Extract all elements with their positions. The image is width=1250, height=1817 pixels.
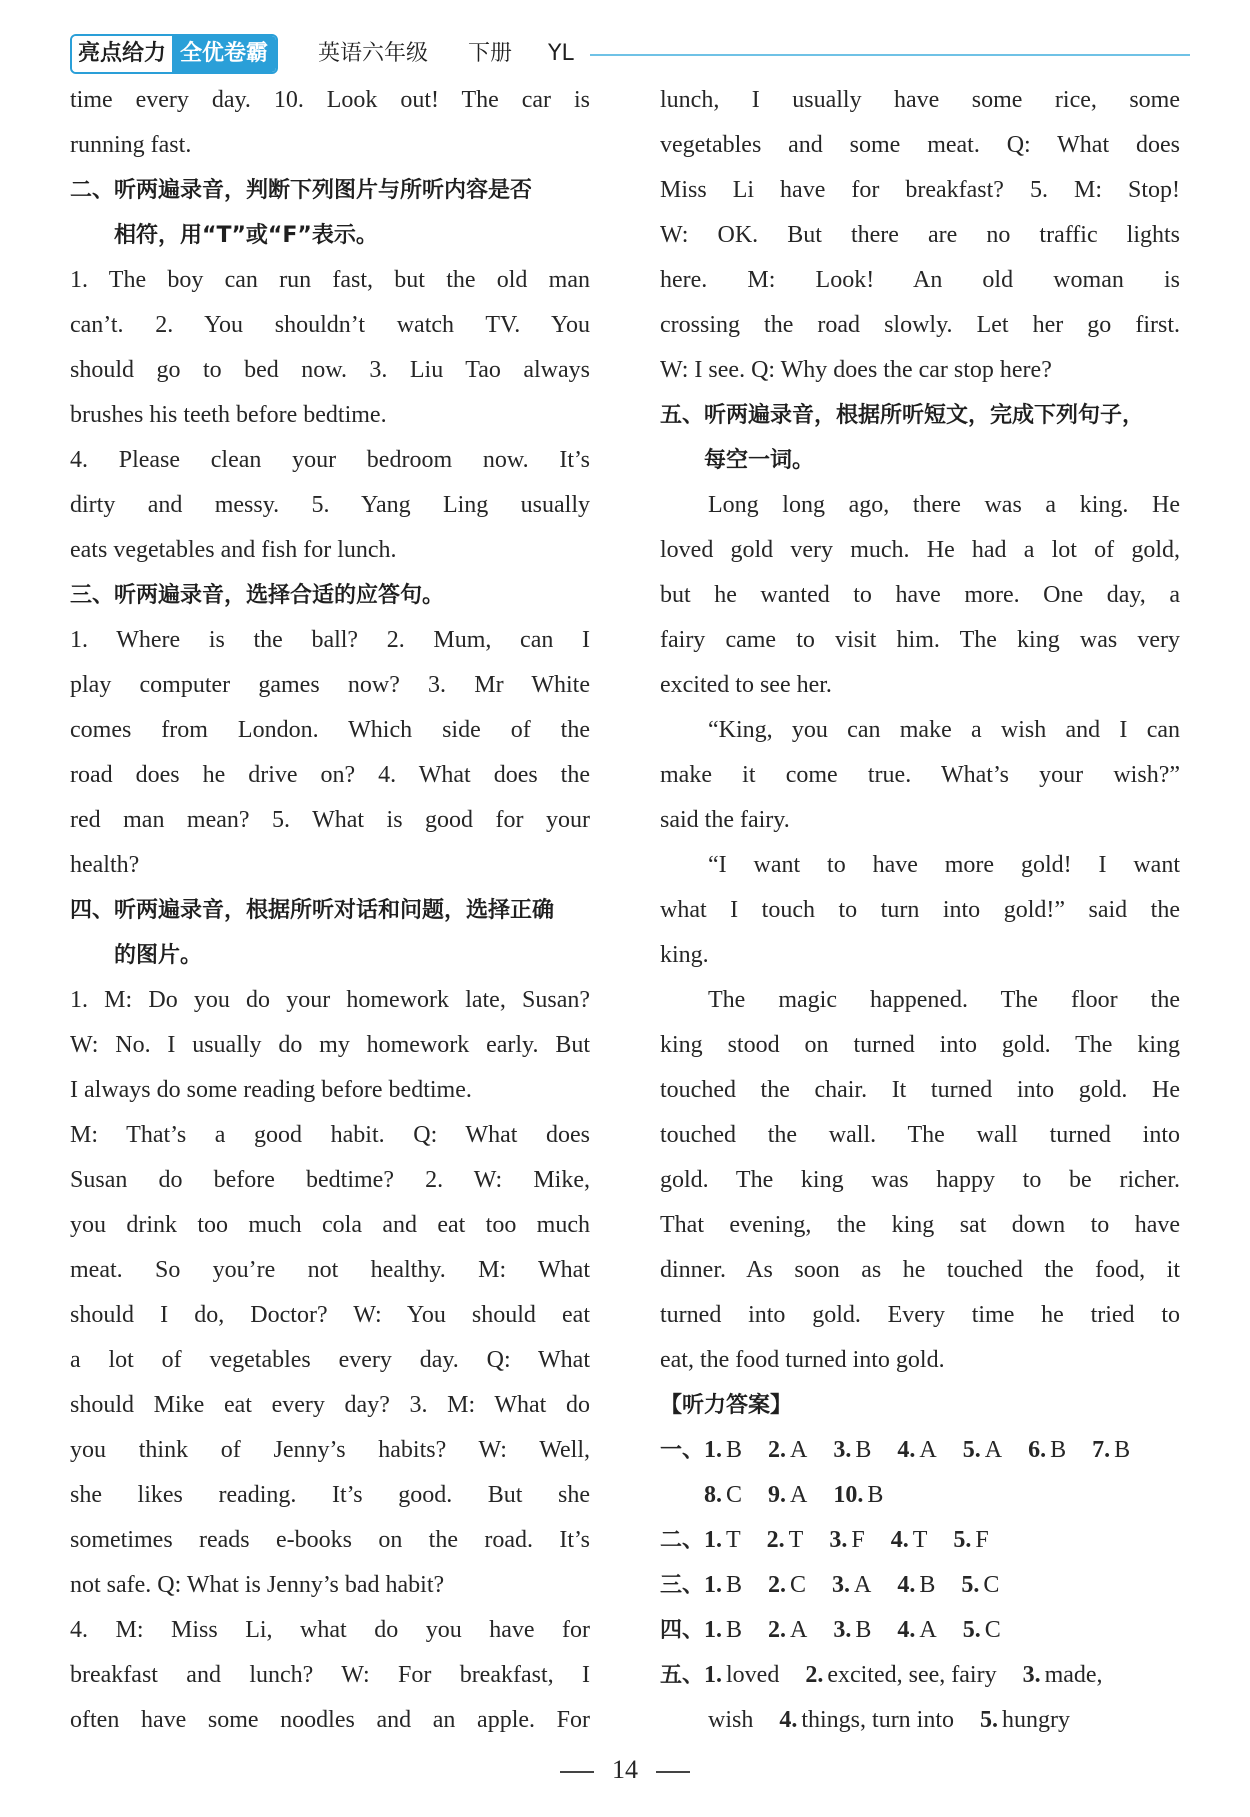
- volume-label: 下册: [468, 41, 513, 66]
- brand-name: 亮点给力: [72, 36, 172, 72]
- answer-number: 9.: [768, 1482, 787, 1508]
- text-line: gold. The king was happy to be richer.: [660, 1167, 1180, 1193]
- text-line: should I do, Doctor? W: You should eat: [70, 1302, 590, 1328]
- answer-number: 4.: [890, 1527, 909, 1553]
- answer-item: [768, 1473, 807, 1518]
- answer-value: C: [726, 1482, 743, 1508]
- page-number: 14: [612, 1755, 638, 1784]
- text-line: excited to see her.: [660, 672, 832, 698]
- answer-row: [660, 1653, 1180, 1698]
- answer-value: T: [788, 1527, 804, 1553]
- answer-number: 5.: [961, 1572, 980, 1598]
- answer-value: A: [790, 1437, 808, 1463]
- section-heading: 三、听两遍录音，选择合适的应答句。: [70, 583, 445, 608]
- answer-item: [805, 1653, 996, 1698]
- answer-section-label: 四、: [660, 1618, 705, 1643]
- answer-item: [833, 1473, 883, 1518]
- answer-value: B: [726, 1572, 743, 1598]
- answer-value: C: [790, 1572, 807, 1598]
- answer-value: B: [1114, 1437, 1131, 1463]
- answer-item: [829, 1518, 864, 1563]
- text-line: fairy came to visit him. The king was very: [660, 627, 1180, 653]
- answer-row: [660, 1608, 1180, 1653]
- answer-number: 5.: [953, 1527, 972, 1553]
- answer-section-label: 三、: [660, 1573, 705, 1598]
- right-column-text: [660, 78, 1180, 1383]
- answer-row: [660, 1428, 1180, 1473]
- answer-item: [1092, 1428, 1130, 1473]
- answer-item: [833, 1428, 871, 1473]
- answer-value: B: [1050, 1437, 1067, 1463]
- answer-value: hungry: [1002, 1707, 1071, 1733]
- text-line: Long long ago, there was a king. He: [708, 492, 1180, 518]
- answer-value: excited, see, fairy: [827, 1662, 997, 1688]
- answer-number: 3.: [833, 1437, 852, 1463]
- text-line: said the fairy.: [660, 807, 790, 833]
- section-heading: 五、听两遍录音，根据所听短文，完成下列句子，: [660, 403, 1145, 428]
- text-line: I always do some reading before bedtime.: [70, 1077, 472, 1103]
- answer-section-label: 五、: [660, 1663, 705, 1688]
- text-line: time every day. 10. Look out! The car is: [70, 87, 590, 113]
- text-line: make it come true. What’s your wish?”: [660, 762, 1180, 788]
- answer-value: A: [790, 1617, 808, 1643]
- answer-item: [833, 1608, 871, 1653]
- answer-item: [961, 1563, 999, 1608]
- answer-number: 2.: [768, 1572, 787, 1598]
- text-line: meat. So you’re not healthy. M: What: [70, 1257, 590, 1283]
- text-line: That evening, the king sat down to have: [660, 1212, 1180, 1238]
- answer-value: T: [912, 1527, 928, 1553]
- answer-item: [963, 1608, 1001, 1653]
- answers-heading: 【听力答案】: [660, 1393, 793, 1418]
- text-line: should Mike eat every day? 3. M: What do: [70, 1392, 590, 1418]
- text-line: she likes reading. It’s good. But she: [70, 1482, 590, 1508]
- brand-series: 全优卷霸: [172, 36, 276, 72]
- answer-number: 2.: [766, 1527, 785, 1553]
- right-column: [660, 78, 1180, 1743]
- answer-item: [779, 1698, 954, 1743]
- text-line: “I want to have more gold! I want: [708, 852, 1180, 878]
- text-line: road does he drive on? 4. What does the: [70, 762, 590, 788]
- answer-item: [1028, 1428, 1066, 1473]
- section-heading: 的图片。: [114, 943, 203, 968]
- left-column: [70, 78, 590, 1743]
- text-line: 1. Where is the ball? 2. Mum, can I: [70, 627, 590, 653]
- text-line: The magic happened. The floor the: [708, 987, 1180, 1013]
- text-line: W: OK. But there are no traffic lights: [660, 222, 1180, 248]
- answer-number: 2.: [805, 1662, 824, 1688]
- answer-value: A: [919, 1437, 937, 1463]
- text-line: lunch, I usually have some rice, some: [660, 87, 1180, 113]
- answer-item: [704, 1428, 742, 1473]
- answer-item: [704, 1698, 753, 1743]
- answer-number: 2.: [768, 1617, 787, 1643]
- answer-number: 6.: [1028, 1437, 1047, 1463]
- answer-value: B: [855, 1437, 872, 1463]
- text-line: what I touch to turn into gold!” said the: [660, 897, 1180, 923]
- answer-item: [897, 1428, 936, 1473]
- answer-item: [704, 1563, 742, 1608]
- text-line: should go to bed now. 3. Liu Tao always: [70, 357, 590, 383]
- answer-number: 7.: [1092, 1437, 1111, 1463]
- answer-value: B: [726, 1437, 743, 1463]
- text-line: 4. M: Miss Li, what do you have for: [70, 1617, 590, 1643]
- answer-value: B: [919, 1572, 936, 1598]
- text-line: touched the chair. It turned into gold. He: [660, 1077, 1180, 1103]
- text-line: Susan do before bedtime? 2. W: Mike,: [70, 1167, 590, 1193]
- answer-number: 3.: [829, 1527, 848, 1553]
- section-heading: 每空一词。: [704, 448, 815, 473]
- text-line: Miss Li have for breakfast? 5. M: Stop!: [660, 177, 1180, 203]
- answer-item: [891, 1518, 928, 1563]
- answer-value: A: [919, 1617, 937, 1643]
- answer-rows: [660, 1428, 1180, 1743]
- answer-number: 2.: [768, 1437, 787, 1463]
- answer-value: C: [984, 1617, 1001, 1643]
- answer-value: F: [851, 1527, 865, 1553]
- text-line: 1. M: Do you do your homework late, Susan?: [70, 987, 590, 1013]
- answer-number: 1.: [704, 1662, 722, 1688]
- text-line: W: No. I usually do my homework early. But: [70, 1032, 590, 1058]
- text-line: but he wanted to have more. One day, a: [660, 582, 1180, 608]
- answer-item: [897, 1563, 935, 1608]
- text-line: breakfast and lunch? W: For breakfast, I: [70, 1662, 590, 1688]
- answer-value: A: [984, 1437, 1003, 1463]
- answer-value: made,: [1044, 1662, 1103, 1688]
- text-line: you drink too much cola and eat too much: [70, 1212, 590, 1238]
- answer-section-label: 二、: [660, 1528, 705, 1553]
- text-line: here. M: Look! An old woman is: [660, 267, 1180, 293]
- answer-value: A: [854, 1572, 872, 1598]
- text-line: can’t. 2. You shouldn’t watch TV. You: [70, 312, 590, 338]
- answer-value: B: [867, 1482, 884, 1508]
- answer-number: 5.: [962, 1617, 981, 1643]
- answer-value: loved: [726, 1662, 780, 1688]
- footer-dash-left: [560, 1771, 594, 1773]
- text-line: W: I see. Q: Why does the car stop here?: [660, 357, 1052, 383]
- text-line: dirty and messy. 5. Yang Ling usually: [70, 492, 590, 518]
- text-line: comes from London. Which side of the: [70, 717, 590, 743]
- answer-number: 5.: [962, 1437, 981, 1463]
- answer-item: [832, 1563, 871, 1608]
- answer-item: [963, 1428, 1002, 1473]
- answer-item: [704, 1653, 779, 1698]
- answer-row: [660, 1473, 1180, 1518]
- answer-number: 10.: [833, 1482, 864, 1508]
- answer-number: 4.: [897, 1437, 916, 1463]
- text-line: a lot of vegetables every day. Q: What: [70, 1347, 590, 1373]
- answer-item: [704, 1608, 742, 1653]
- answer-row: [660, 1518, 1180, 1563]
- text-line: 4. Please clean your bedroom now. It’s: [70, 447, 590, 473]
- text-line: 1. The boy can run fast, but the old man: [70, 267, 590, 293]
- answer-item: [768, 1563, 806, 1608]
- answer-item: [953, 1518, 988, 1563]
- edition-label: YL: [548, 41, 574, 66]
- answer-number: 3.: [833, 1617, 852, 1643]
- answer-number: 1.: [704, 1437, 722, 1463]
- section-heading: 相符，用“T”或“F”表示。: [114, 223, 378, 248]
- page-header: [70, 34, 1190, 74]
- answer-value: B: [855, 1617, 872, 1643]
- answer-row: [660, 1563, 1180, 1608]
- text-line: king stood on turned into gold. The king: [660, 1032, 1180, 1058]
- listening-answers: [660, 1383, 1180, 1743]
- answer-item: [1023, 1653, 1103, 1698]
- answer-value: B: [726, 1617, 743, 1643]
- answer-number: 8.: [704, 1482, 722, 1508]
- answer-number: 4.: [897, 1617, 916, 1643]
- brand-logo: [70, 34, 278, 74]
- answer-item: [897, 1608, 936, 1653]
- answer-number: 4.: [779, 1707, 798, 1733]
- answer-item: [704, 1473, 742, 1518]
- text-line: M: That’s a good habit. Q: What does: [70, 1122, 590, 1148]
- text-line: “King, you can make a wish and I can: [708, 717, 1180, 743]
- answer-value: A: [790, 1482, 808, 1508]
- answer-number: 3.: [1022, 1662, 1041, 1688]
- answer-item: [704, 1518, 741, 1563]
- text-line: turned into gold. Every time he tried to: [660, 1302, 1180, 1328]
- answer-item: [768, 1608, 807, 1653]
- answer-value: F: [975, 1527, 989, 1553]
- subject-label: 英语六年级: [318, 41, 429, 66]
- text-line: often have some noodles and an apple. For: [70, 1707, 590, 1733]
- text-line: not safe. Q: What is Jenny’s bad habit?: [70, 1572, 445, 1598]
- answer-value: things, turn into: [801, 1707, 955, 1733]
- text-line: loved gold very much. He had a lot of gold,: [660, 537, 1180, 563]
- text-line: running fast.: [70, 132, 192, 158]
- text-line: brushes his teeth before bedtime.: [70, 402, 387, 428]
- answer-number: 1.: [704, 1527, 722, 1553]
- answer-item: [767, 1518, 804, 1563]
- text-line: eats vegetables and fish for lunch.: [70, 537, 397, 563]
- text-line: vegetables and some meat. Q: What does: [660, 132, 1180, 158]
- text-line: dinner. As soon as he touched the food, it: [660, 1257, 1180, 1283]
- section-heading: 四、听两遍录音，根据所听对话和问题，选择正确: [70, 898, 555, 923]
- text-line: health?: [70, 852, 140, 878]
- answer-value: wish: [708, 1707, 754, 1733]
- text-line: eat, the food turned into gold.: [660, 1347, 945, 1373]
- answer-value: T: [726, 1527, 741, 1553]
- answer-item: [768, 1428, 807, 1473]
- text-line: crossing the road slowly. Let her go first.: [660, 312, 1180, 338]
- text-line: you think of Jenny’s habits? W: Well,: [70, 1437, 590, 1463]
- footer-dash-right: [656, 1771, 690, 1773]
- answer-number: 4.: [897, 1572, 916, 1598]
- answer-number: 1.: [704, 1617, 722, 1643]
- answer-row: [660, 1698, 1180, 1743]
- page-footer: [0, 1752, 1250, 1788]
- text-line: play computer games now? 3. Mr White: [70, 672, 590, 698]
- answer-section-label: 一、: [660, 1438, 705, 1463]
- text-line: touched the wall. The wall turned into: [660, 1122, 1180, 1148]
- header-rule: [590, 54, 1190, 56]
- answer-number: 5.: [980, 1707, 999, 1733]
- answer-value: C: [983, 1572, 1000, 1598]
- text-line: red man mean? 5. What is good for your: [70, 807, 590, 833]
- answer-number: 1.: [704, 1572, 722, 1598]
- section-heading: 二、听两遍录音，判断下列图片与所听内容是否: [70, 178, 533, 203]
- text-line: king.: [660, 942, 709, 968]
- answer-number: 3.: [832, 1572, 851, 1598]
- text-line: sometimes reads e-books on the road. It’s: [70, 1527, 590, 1553]
- answer-item: [980, 1698, 1070, 1743]
